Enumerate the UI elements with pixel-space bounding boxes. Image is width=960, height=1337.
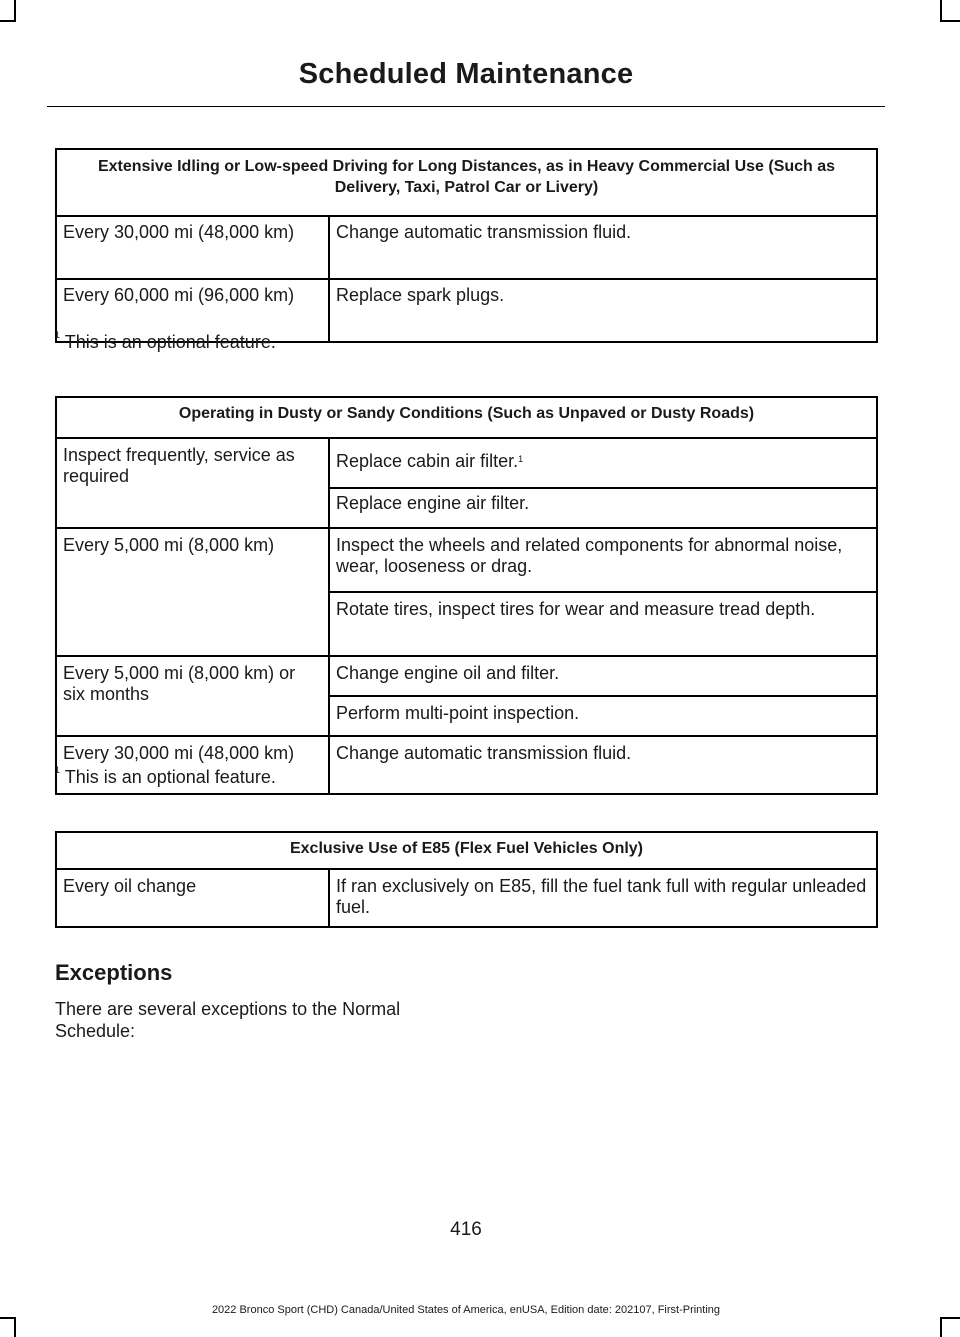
interval-cell: Every 30,000 mi (48,000 km) xyxy=(56,736,329,794)
table-row xyxy=(56,656,877,696)
crop-mark-bottom-right-h xyxy=(940,1317,960,1319)
action-cell: If ran exclusively on E85, fill the fuel tank full with regular unleaded fuel. xyxy=(329,869,877,927)
table-header: Extensive Idling or Low-speed Driving for Long Distances, as in Heavy Commercial Use (Such as Delivery, Taxi, Patrol Car or Livery) xyxy=(56,149,877,216)
action-cell: Rotate tires, inspect tires for wear and measure tread depth. xyxy=(329,592,877,656)
title-divider xyxy=(47,106,885,107)
crop-mark-top-left xyxy=(14,0,16,22)
table-dusty-conditions xyxy=(55,396,878,795)
crop-mark-bottom-left-h xyxy=(0,1317,16,1319)
action-cell xyxy=(329,438,877,488)
document-info: 2022 Bronco Sport (CHD) Canada/United States of America, enUSA, Edition date: 202107, First-Printing xyxy=(211,1304,721,1316)
exceptions-text: There are several exceptions to the Normal Schedule: xyxy=(55,999,401,1041)
action-cell: Change automatic transmission fluid. xyxy=(329,736,877,794)
footnote-marker: 1 xyxy=(55,765,61,775)
table-header: Operating in Dusty or Sandy Conditions (Such as Unpaved or Dusty Roads) xyxy=(56,397,877,438)
action-cell: Change engine oil and filter. xyxy=(329,656,877,696)
table-row xyxy=(56,869,877,927)
table-row xyxy=(56,438,877,488)
action-cell: Perform multi-point inspection. xyxy=(329,696,877,736)
interval-cell: Every 60,000 mi (96,000 km) xyxy=(56,279,329,342)
exceptions-heading: Exceptions xyxy=(55,960,173,985)
interval-cell: Every 5,000 mi (8,000 km) or six months xyxy=(56,656,329,736)
footnote-marker: 1 xyxy=(55,330,61,340)
action-cell: Change automatic transmission fluid. xyxy=(329,216,877,279)
table-header: Exclusive Use of E85 (Flex Fuel Vehicles Only) xyxy=(56,832,877,869)
crop-mark-top-left-h xyxy=(0,20,16,22)
action-text: Replace cabin air filter. xyxy=(336,451,519,471)
footnote-text: This is an optional feature. xyxy=(64,332,276,352)
table-row xyxy=(56,528,877,592)
action-cell: Replace spark plugs. xyxy=(329,279,877,342)
footnote-marker: 1 xyxy=(518,454,524,464)
interval-cell: Every 5,000 mi (8,000 km) xyxy=(56,528,329,656)
page-title: Scheduled Maintenance xyxy=(298,58,634,90)
action-cell: Inspect the wheels and related components for abnormal noise, wear, looseness or drag. xyxy=(329,528,877,592)
page-number: 416 xyxy=(450,1219,482,1240)
table-heavy-commercial-use xyxy=(55,148,878,343)
footnote xyxy=(55,767,276,788)
table-e85-use xyxy=(55,831,878,928)
interval-cell: Inspect frequently, service as required xyxy=(56,438,329,528)
crop-mark-top-right-h xyxy=(940,20,960,22)
table-row xyxy=(56,216,877,279)
action-cell: Replace engine air filter. xyxy=(329,488,877,528)
interval-cell: Every oil change xyxy=(56,869,329,927)
footnote xyxy=(55,332,276,353)
crop-mark-bottom-left xyxy=(14,1317,16,1337)
crop-mark-top-right xyxy=(940,0,942,22)
interval-cell: Every 30,000 mi (48,000 km) xyxy=(56,216,329,279)
footnote-text: This is an optional feature. xyxy=(64,767,276,787)
crop-mark-bottom-right xyxy=(940,1317,942,1337)
